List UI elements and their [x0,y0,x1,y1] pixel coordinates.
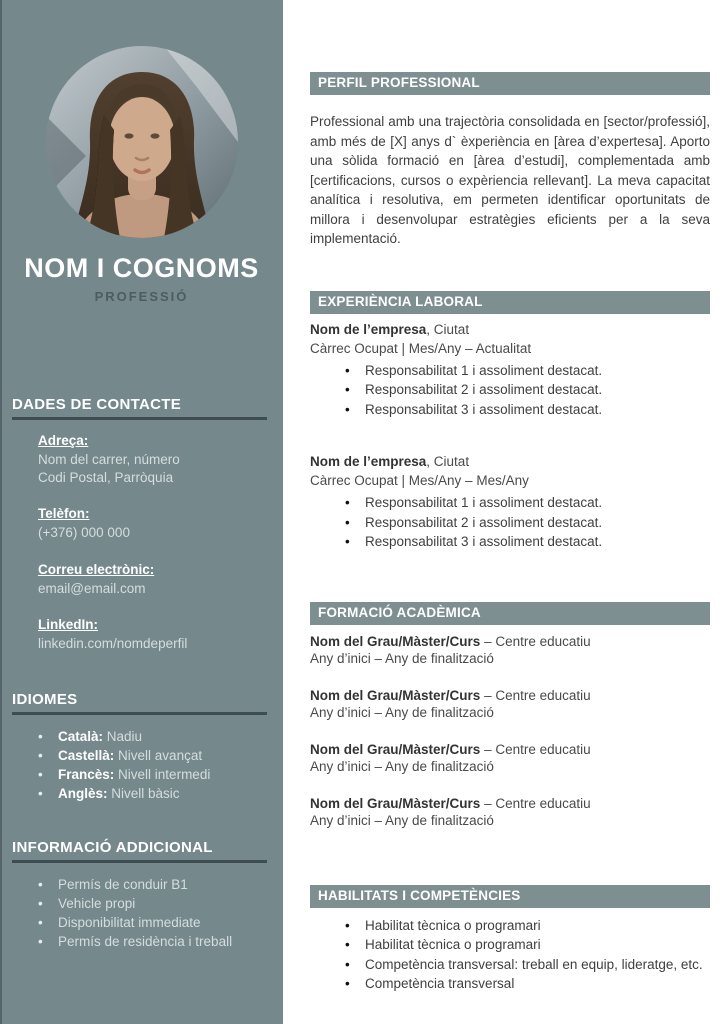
education-years: Any d’inici – Any de finalització [310,812,494,828]
experience-section-header: EXPERIÈNCIA LABORAL [310,291,710,314]
skill-item: • Habilitat tècnica o programari [310,916,710,936]
language-item [38,765,267,784]
education-entry [310,795,710,829]
contact-groups [12,432,267,653]
responsibilities-list [310,493,710,552]
language-item [38,727,267,746]
additional-info-item: • Permís de conduir B1 [38,875,267,894]
profile-section-header: PERFIL PROFESSIONAL [310,72,710,95]
skill-item: • Competència transversal: treball en equip, lideratge, etc. [310,955,710,975]
profile-summary-text: Professional amb una trajectòria consolidada en [sector/professió], amb més de [X] anys d` èxperiència en [àrea d’expertesa]. Aporto una sòlida formació en [àrea d’estudi], complementada amb [certificacions, cursos o expèriencia rellevant]. La meva capacitat analítica i resolutiva, em permeten identificar oportunitats de millora i desenvolupar estratègies eficients per a la seva implementació. [310,114,710,246]
address-line: Nom del carrer, número [38,452,180,467]
additional-info-item: • Vehicle propi [38,894,267,913]
education-entry [310,741,710,775]
degree-name: Nom del Grau/Màster/Curs [310,795,481,811]
profile-photo [46,46,238,238]
linkedin-value: linkedin.com/nomdeperfil [38,636,188,651]
language-name: Anglès: [58,785,108,801]
address-label: Adreça: [38,433,89,448]
linkedin-label: LinkedIn: [38,617,98,632]
degree-line [310,741,710,758]
degree-line [310,633,710,650]
experience-entry [310,453,710,552]
degree-line [310,687,710,704]
degree-line [310,795,710,812]
company-city: , Ciutat [426,454,470,469]
contact-group-email [38,561,267,598]
education-center: – Centre educatiu [484,741,591,757]
responsibilities-list [310,361,710,420]
responsibility-item: • Responsabilitat 2 i assoliment destacat. [310,513,710,533]
additional-info-item: • Permís de residència i treball [38,932,267,951]
contact-section [0,396,283,653]
language-name: Castellà: [58,747,115,763]
responsibility-item: • Responsabilitat 3 i assoliment destacat. [310,400,710,420]
email-label: Correu electrònic: [38,561,155,577]
education-entries [310,633,710,829]
main-content [283,0,724,1024]
person-name: NOM I COGNOMS [24,253,259,283]
portrait-photo-illustration [46,46,238,238]
education-section-header: FORMACIÓ ACADÈMICA [310,602,710,625]
education-years: Any d’inici – Any de finalització [310,704,494,720]
experience-entry [310,321,710,420]
phone-label: Telèfon: [38,506,90,521]
education-years: Any d’inici – Any de finalització [310,758,494,774]
languages-section [0,691,283,803]
skill-item: • Competència transversal [310,974,710,994]
contact-group-phone [38,505,267,542]
education-years: Any d’inici – Any de finalització [310,650,494,666]
responsibility-item: • Responsabilitat 2 i assoliment destacat. [310,380,710,400]
profession-title: PROFESSIÓ [94,289,189,304]
language-level: Nadiu [106,728,143,744]
company-name: Nom de l’empresa [310,454,427,469]
education-center: – Centre educatiu [484,795,591,811]
degree-name: Nom del Grau/Màster/Curs [310,741,481,757]
role-and-dates: Càrrec Ocupat | Mes/Any – Actualitat [310,340,532,356]
address-line: Codi Postal, Parròquia [38,469,174,485]
additional-info-title: INFORMACIÓ ADDICIONAL [12,839,267,863]
additional-info-item: • Disponibilitat immediate [38,913,267,932]
language-level: Nivell intermedi [118,766,211,782]
experience-company-line [310,321,710,338]
language-item [38,746,267,765]
degree-name: Nom del Grau/Màster/Curs [310,687,481,703]
company-name: Nom de l’empresa [310,321,427,337]
sidebar [0,0,283,1024]
languages-list [12,727,267,803]
language-name: Francès: [58,766,115,782]
responsibility-item: • Responsabilitat 1 i assoliment destacat. [310,361,710,381]
responsibility-item: • Responsabilitat 1 i assoliment destacat. [310,493,710,513]
company-city: , Ciutat [426,321,470,337]
experience-company-line [310,453,710,470]
language-item [38,784,267,803]
role-and-dates: Càrrec Ocupat | Mes/Any – Mes/Any [310,473,529,488]
education-entry [310,687,710,721]
skill-item: • Habilitat tècnica o programari [310,935,710,955]
phone-value: (+376) 000 000 [38,525,130,540]
contact-group-address [38,432,267,486]
contact-section-title: DADES DE CONTACTE [12,396,267,420]
language-name: Català: [58,728,104,744]
degree-name: Nom del Grau/Màster/Curs [310,633,481,649]
skills-section-header: HABILITATS I COMPETÈNCIES [310,885,710,908]
education-entry [310,633,710,667]
skills-list [310,916,710,994]
additional-info-section [0,839,283,951]
email-value: email@email.com [38,580,146,596]
contact-group-linkedin [38,616,267,653]
responsibility-item: • Responsabilitat 3 i assoliment destacat. [310,532,710,552]
language-level: Nivell bàsic [111,785,180,801]
languages-section-title: IDIOMES [12,691,267,715]
language-level: Nivell avançat [118,747,203,763]
education-center: – Centre educatiu [484,633,591,649]
additional-info-list [12,875,267,951]
education-center: – Centre educatiu [484,687,591,703]
